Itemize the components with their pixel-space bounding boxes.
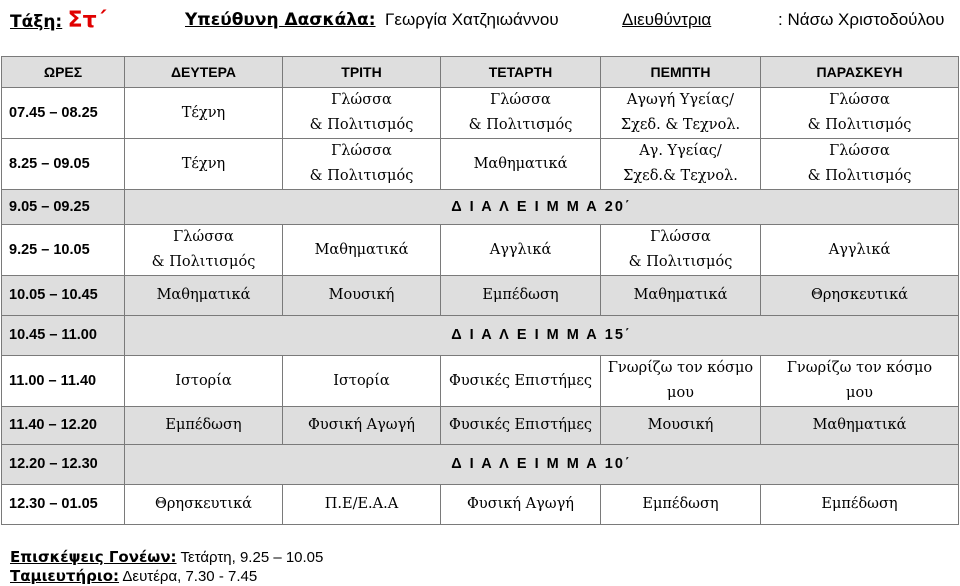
lesson-text: Ιστορία — [333, 372, 390, 389]
time-slot: 9.25 – 10.05 — [2, 225, 125, 276]
lesson-cell — [283, 225, 441, 276]
lesson-text: Σχεδ. & Τεχνολ. — [620, 117, 741, 133]
lesson-text: Μουσική — [647, 417, 714, 433]
savings-bank — [10, 567, 257, 585]
break-row — [2, 445, 959, 485]
lesson-cell — [761, 356, 959, 407]
lesson-text: Αγγλικά — [828, 241, 891, 258]
lesson-cell — [125, 485, 283, 525]
column-header-day: ΠΑΡΑΣΚΕΥΗ — [761, 57, 959, 88]
lesson-cell — [283, 356, 441, 407]
lesson-text: & Πολιτισμός — [468, 117, 573, 133]
lesson-text: μου — [667, 385, 694, 401]
lesson-text: Θρησκευτικά — [155, 496, 252, 512]
column-header-day: ΠΕΜΠΤΗ — [601, 57, 761, 88]
parents-visits-label: Επισκέψεις Γονέων: — [10, 548, 177, 566]
lesson-cell — [441, 356, 601, 407]
lesson-cell — [125, 88, 283, 139]
timetable-body — [2, 57, 959, 525]
director-label: Διευθύντρια — [622, 10, 712, 29]
time-slot: 12.20 – 12.30 — [2, 445, 125, 485]
director-separator: : — [778, 10, 783, 29]
lesson-text: Γλώσσα — [490, 92, 551, 108]
lesson-text: Φυσικές Επιστήμες — [448, 417, 593, 433]
lesson-cell — [761, 485, 959, 525]
lesson-text: Γλώσσα — [650, 229, 711, 245]
lesson-text: Εμπέδωση — [642, 496, 719, 512]
lesson-text: Γλώσσα — [829, 143, 890, 159]
column-header-day: ΔΕΥΤΕΡΑ — [125, 57, 283, 88]
lesson-text: & Πολιτισμός — [151, 254, 256, 270]
lesson-text: Γλώσσα — [331, 143, 392, 159]
column-header-day: ΤΕΤΑΡΤΗ — [441, 57, 601, 88]
parents-visits-value: Τετάρτη, 9.25 – 10.05 — [180, 549, 324, 566]
lesson-text: Φυσική Αγωγή — [308, 417, 415, 433]
time-slot: 12.30 – 01.05 — [2, 485, 125, 525]
lesson-text: Π.Ε/Ε.Α.Α — [324, 496, 399, 512]
lesson-text: Γλώσσα — [829, 92, 890, 108]
lesson-cell — [601, 88, 761, 139]
lesson-text: & Πολιτισμός — [807, 168, 912, 184]
lesson-cell — [125, 356, 283, 407]
lesson-cell — [601, 276, 761, 316]
lesson-cell — [125, 225, 283, 276]
lesson-cell — [283, 407, 441, 445]
lesson-text: Μαθηματικά — [314, 241, 409, 258]
time-slot: 9.05 – 09.25 — [2, 190, 125, 225]
time-slot: 11.00 – 11.40 — [2, 356, 125, 407]
director-name — [778, 10, 944, 30]
lesson-text: Φυσικές Επιστήμες — [448, 372, 593, 389]
lesson-cell — [283, 139, 441, 190]
lesson-row — [2, 139, 959, 190]
lesson-row — [2, 276, 959, 316]
lesson-cell — [441, 485, 601, 525]
lesson-text: & Πολιτισμός — [309, 117, 414, 133]
page-header — [10, 8, 960, 36]
lesson-text: Μαθηματικά — [473, 155, 568, 172]
lesson-text: Μαθηματικά — [812, 417, 907, 433]
lesson-cell — [441, 139, 601, 190]
lesson-text: Εμπέδωση — [165, 417, 242, 433]
lesson-text: Γνωρίζω τον κόσμο — [607, 360, 754, 376]
lesson-text: Μαθηματικά — [633, 287, 728, 303]
time-slot: 10.45 – 11.00 — [2, 316, 125, 356]
lesson-text: Ιστορία — [175, 372, 232, 389]
lesson-text: Τέχνη — [181, 104, 226, 121]
lesson-text: Εμπέδωση — [821, 496, 898, 512]
lesson-text: Γνωρίζω τον κόσμο — [786, 360, 933, 376]
break-label: Δ Ι Α Λ Ε Ι Μ Μ Α 15΄ — [125, 316, 959, 356]
lesson-cell — [283, 485, 441, 525]
lesson-cell — [283, 276, 441, 316]
lesson-text: Τέχνη — [181, 155, 226, 172]
lesson-cell — [601, 225, 761, 276]
lesson-text: & Πολιτισμός — [628, 254, 733, 270]
parents-visits — [10, 548, 323, 566]
header-row — [2, 57, 959, 88]
lesson-cell — [441, 225, 601, 276]
lesson-row — [2, 356, 959, 407]
lesson-text: Αγ. Υγείας/ — [639, 143, 722, 159]
lesson-text: Αγγλικά — [489, 241, 552, 258]
lesson-cell — [125, 407, 283, 445]
lesson-text: Σχεδ.& Τεχνολ. — [623, 168, 738, 184]
lesson-text: Θρησκευτικά — [811, 287, 908, 303]
lesson-cell — [125, 276, 283, 316]
lesson-text: Γλώσσα — [331, 92, 392, 108]
break-label: Δ Ι Α Λ Ε Ι Μ Μ Α 10΄ — [125, 445, 959, 485]
break-label: Δ Ι Α Λ Ε Ι Μ Μ Α 20΄ — [125, 190, 959, 225]
lesson-cell — [761, 88, 959, 139]
time-slot: 07.45 – 08.25 — [2, 88, 125, 139]
director-name-text: Νάσω Χριστοδούλου — [787, 10, 945, 29]
lesson-cell — [761, 139, 959, 190]
lesson-row — [2, 485, 959, 525]
column-header-day: ΤΡΙΤΗ — [283, 57, 441, 88]
lesson-cell — [601, 139, 761, 190]
lesson-row — [2, 88, 959, 139]
lesson-cell — [761, 225, 959, 276]
lesson-text: Μουσική — [328, 287, 395, 303]
lesson-cell — [283, 88, 441, 139]
break-row — [2, 316, 959, 356]
class-value: Στ΄ — [67, 8, 107, 33]
time-slot: 11.40 – 12.20 — [2, 407, 125, 445]
time-slot: 10.05 – 10.45 — [2, 276, 125, 316]
lesson-text: Γλώσσα — [173, 229, 234, 245]
lesson-cell — [441, 276, 601, 316]
time-slot: 8.25 – 09.05 — [2, 139, 125, 190]
lesson-cell — [601, 485, 761, 525]
lesson-text: Εμπέδωση — [482, 287, 559, 303]
class-info — [10, 8, 106, 33]
lesson-cell — [441, 407, 601, 445]
lesson-cell — [441, 88, 601, 139]
savings-bank-label: Ταμιευτήριο: — [10, 567, 120, 585]
lesson-text: Φυσική Αγωγή — [467, 496, 574, 512]
lesson-row — [2, 225, 959, 276]
lesson-text: & Πολιτισμός — [309, 168, 414, 184]
teacher-name: Γεωργία Χατζηιωάννου — [385, 10, 559, 29]
lesson-cell — [761, 407, 959, 445]
lesson-text: Μαθηματικά — [156, 287, 251, 303]
lesson-cell — [125, 139, 283, 190]
column-header-hours: ΩΡΕΣ — [2, 57, 125, 88]
class-label: Τάξη: — [10, 12, 63, 32]
lesson-cell — [601, 356, 761, 407]
teacher-label: Υπεύθυνη Δασκάλα: — [185, 10, 376, 30]
savings-bank-value: Δευτέρα, 7.30 - 7.45 — [122, 568, 258, 585]
break-row — [2, 190, 959, 225]
lesson-cell — [761, 276, 959, 316]
lesson-row — [2, 407, 959, 445]
lesson-text: & Πολιτισμός — [807, 117, 912, 133]
lesson-text: μου — [846, 385, 873, 401]
timetable — [1, 56, 959, 525]
lesson-cell — [601, 407, 761, 445]
lesson-text: Αγωγή Υγείας/ — [626, 92, 735, 108]
